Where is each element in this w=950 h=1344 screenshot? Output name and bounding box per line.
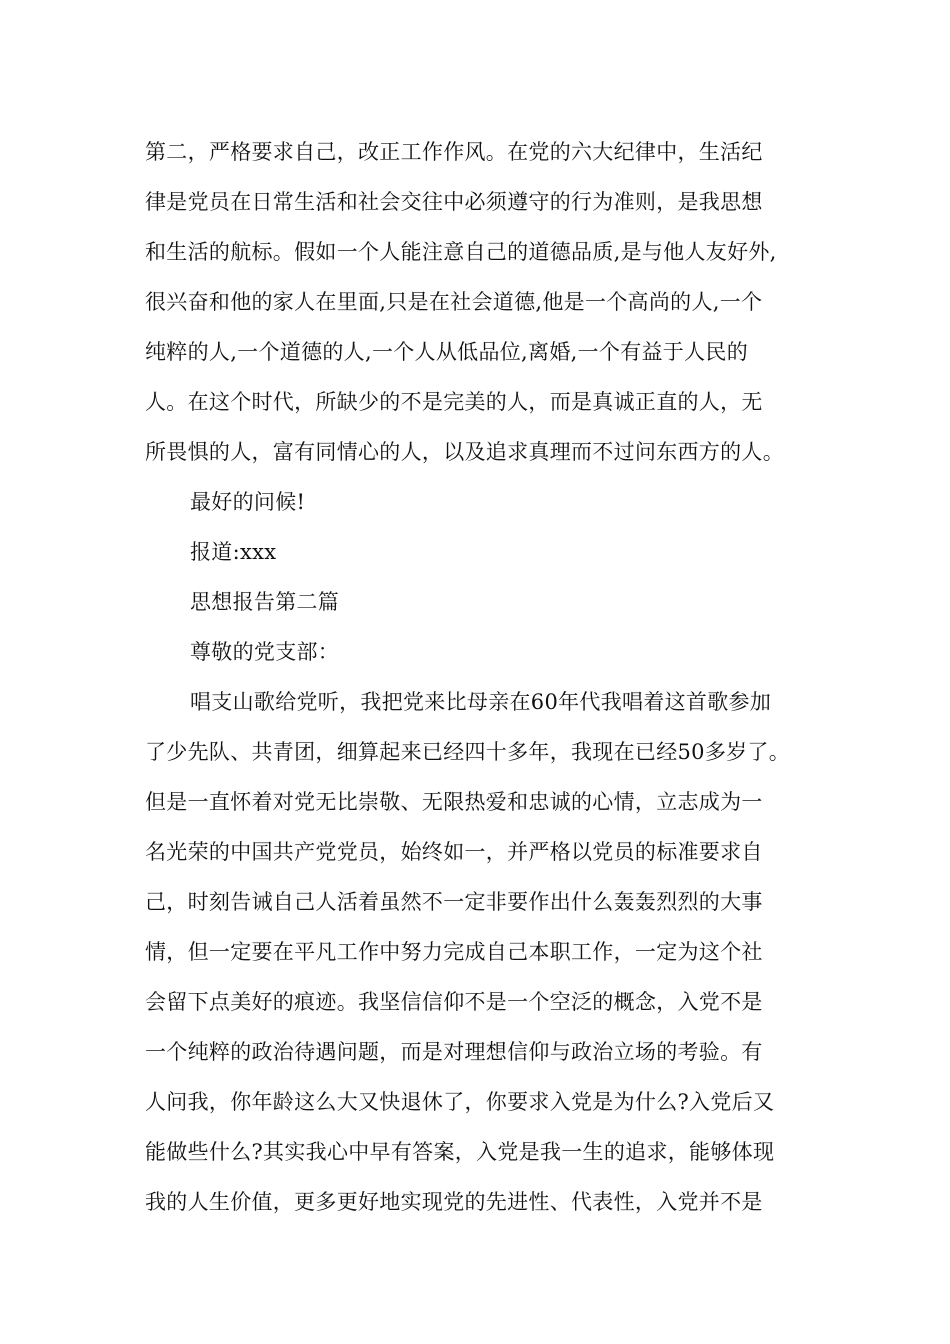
text-line: 唱支山歌给党听，我把党来比母亲在60年代我唱着这首歌参加 bbox=[190, 690, 772, 714]
text-line: 能做些什么?其实我心中早有答案，入党是我一生的追求，能够体现 bbox=[145, 1140, 775, 1164]
section-title: 思想报告第二篇 bbox=[190, 590, 340, 614]
text-line: 一个纯粹的政治待遇问题，而是对理想信仰与政治立场的考验。有 bbox=[145, 1040, 763, 1064]
text-line: 情，但一定要在平凡工作中努力完成自己本职工作，一定为这个社 bbox=[145, 940, 763, 964]
text-line: 律是党员在日常生活和社会交往中必须遵守的行为准则，是我思想 bbox=[145, 190, 763, 214]
text-line: 名光荣的中国共产党党员，始终如一，并严格以党员的标准要求自 bbox=[145, 840, 763, 864]
salutation: 尊敬的党支部： bbox=[190, 640, 340, 664]
text-line: 己，时刻告诫自己人活着虽然不一定非要作出什么轰轰烈烈的大事 bbox=[145, 890, 763, 914]
text-line: 人问我，你年龄这么大又快退休了，你要求入党是为什么?入党后又 bbox=[145, 1090, 775, 1114]
text-line: 所畏惧的人，富有同情心的人，以及追求真理而不过问东西方的人。 bbox=[145, 440, 784, 464]
text-line: 和生活的航标。假如一个人能注意自己的道德品质,是与他人友好外, bbox=[145, 240, 777, 264]
text-line: 第二，严格要求自己，改正工作作风。在党的六大纪律中，生活纪 bbox=[145, 140, 763, 164]
text-line: 了少先队、共青团，细算起来已经四十多年，我现在已经50多岁了。 bbox=[145, 740, 791, 764]
text-line: 纯粹的人,一个道德的人,一个人从低品位,离婚,一个有益于人民的 bbox=[145, 340, 748, 364]
text-line: 人。在这个时代，所缺少的不是完美的人，而是真诚正直的人，无 bbox=[145, 390, 763, 414]
closing-greeting: 最好的问候! bbox=[190, 490, 306, 514]
text-line: 很兴奋和他的家人在里面,只是在社会道德,他是一个高尚的人,一个 bbox=[145, 290, 763, 314]
text-line: 但是一直怀着对党无比崇敬、无限热爱和忠诚的心情，立志成为一 bbox=[145, 790, 763, 814]
text-line: 会留下点美好的痕迹。我坚信信仰不是一个空泛的概念，入党不是 bbox=[145, 990, 763, 1014]
signature-line: 报道:xxx bbox=[190, 540, 277, 564]
text-line: 我的人生价值，更多更好地实现党的先进性、代表性，入党并不是 bbox=[145, 1190, 763, 1214]
